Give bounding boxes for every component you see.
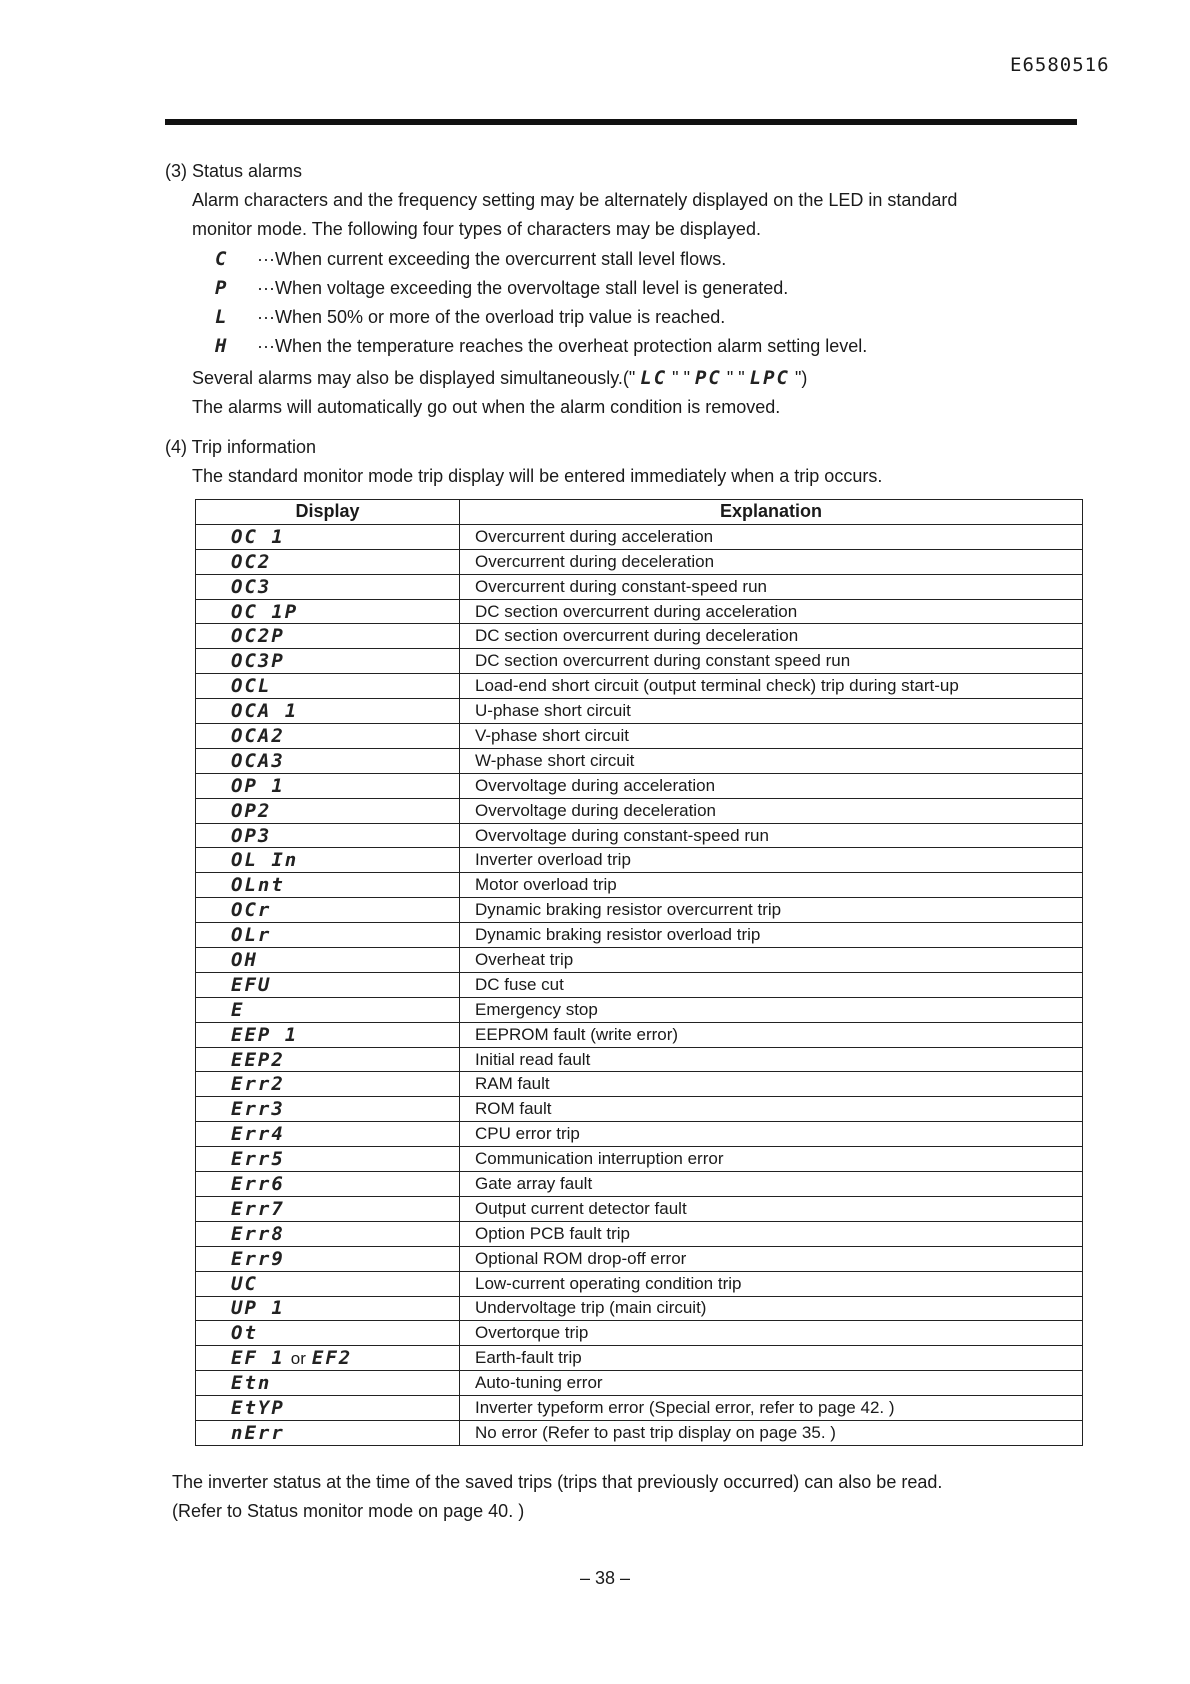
trip-display-cell — [196, 1022, 460, 1047]
combo-lpc: LPC — [749, 367, 790, 389]
trip-display-cell — [196, 624, 460, 649]
trip-code: Err6 — [231, 1172, 285, 1195]
alarm-code: L — [215, 306, 229, 328]
several-alarms-line — [192, 364, 807, 393]
trip-display-cell — [196, 997, 460, 1022]
table-row — [196, 1147, 1083, 1172]
page-number: – 38 – — [580, 1568, 631, 1588]
trip-code: EFU — [231, 973, 272, 996]
table-row — [196, 1196, 1083, 1221]
table-row — [196, 1321, 1083, 1346]
alarm-text: ···When voltage exceeding the overvoltage stall level is generated. — [257, 278, 789, 298]
trip-display-cell — [196, 948, 460, 973]
trip-display-cell — [196, 649, 460, 674]
trip-display-cell — [196, 1122, 460, 1147]
alarm-text: ···When 50% or more of the overload trip value is reached. — [257, 307, 726, 327]
trip-display-cell — [196, 1420, 460, 1445]
trip-code: OC 1P — [231, 600, 299, 623]
trip-explanation: Undervoltage trip (main circuit) — [460, 1296, 1083, 1321]
status-intro-line-1: Alarm characters and the frequency setting may be alternately displayed on the LED in standard — [192, 190, 958, 210]
header-rule — [165, 119, 1077, 125]
alarm-item-overload — [215, 306, 725, 328]
table-row — [196, 1371, 1083, 1396]
table-row — [196, 1122, 1083, 1147]
trip-display-cell — [196, 1147, 460, 1172]
trip-code: Err3 — [231, 1098, 285, 1121]
table-row — [196, 848, 1083, 873]
trip-explanation: Motor overload trip — [460, 873, 1083, 898]
table-row — [196, 524, 1083, 549]
trip-display-cell — [196, 724, 460, 749]
trip-display-cell — [196, 1097, 460, 1122]
trip-code: Err7 — [231, 1197, 285, 1220]
trip-table — [195, 499, 1083, 1446]
table-row — [196, 549, 1083, 574]
trip-display-cell — [196, 599, 460, 624]
trip-display-cell — [196, 1271, 460, 1296]
trip-explanation: Option PCB fault trip — [460, 1221, 1083, 1246]
trip-explanation: Overtorque trip — [460, 1321, 1083, 1346]
trip-display-cell — [196, 848, 460, 873]
trip-code: OP3 — [231, 824, 272, 847]
trip-explanation: W-phase short circuit — [460, 748, 1083, 773]
trip-display-cell — [196, 1196, 460, 1221]
trip-code: nErr — [231, 1421, 285, 1444]
table-row — [196, 948, 1083, 973]
trip-display-cell — [196, 1047, 460, 1072]
trip-explanation: EEPROM fault (write error) — [460, 1022, 1083, 1047]
table-row — [196, 599, 1083, 624]
trip-display-cell — [196, 1371, 460, 1396]
several-prefix: Several alarms may also be displayed simultaneously.(" — [192, 368, 636, 388]
trip-explanation: RAM fault — [460, 1072, 1083, 1097]
trip-info-intro: The standard monitor mode trip display will be entered immediately when a trip occurs. — [192, 466, 883, 486]
trip-explanation: DC section overcurrent during constant speed run — [460, 649, 1083, 674]
trip-code: EtYP — [231, 1397, 285, 1419]
trip-explanation: Dynamic braking resistor overcurrent trip — [460, 898, 1083, 923]
or-connector: or — [290, 1349, 306, 1369]
trip-code: EEP 1 — [231, 1023, 299, 1046]
document-code: E6580516 — [1010, 54, 1110, 76]
trip-explanation: Overcurrent during constant-speed run — [460, 574, 1083, 599]
trip-explanation: Optional ROM drop-off error — [460, 1246, 1083, 1271]
trip-code: EEP2 — [231, 1048, 285, 1071]
trip-explanation: Dynamic braking resistor overload trip — [460, 923, 1083, 948]
trip-table-body — [196, 524, 1083, 1445]
table-row — [196, 873, 1083, 898]
trip-code: Err4 — [231, 1123, 285, 1146]
trip-explanation: Low-current operating condition trip — [460, 1271, 1083, 1296]
trip-display-cell — [196, 1172, 460, 1197]
trip-display-cell — [196, 873, 460, 898]
table-row — [196, 1420, 1083, 1445]
trip-explanation: Overvoltage during acceleration — [460, 773, 1083, 798]
trip-code: EF 1 — [231, 1347, 285, 1370]
trip-code: OCA2 — [231, 724, 285, 747]
trip-explanation: V-phase short circuit — [460, 724, 1083, 749]
alarm-text: ···When current exceeding the overcurrent stall level flows. — [257, 249, 727, 269]
trip-explanation: Inverter overload trip — [460, 848, 1083, 873]
alarm-item-overheat — [215, 335, 867, 357]
table-row — [196, 624, 1083, 649]
table-row — [196, 1246, 1083, 1271]
trip-code: OCL — [231, 675, 272, 698]
trip-display-cell — [196, 923, 460, 948]
table-row — [196, 724, 1083, 749]
table-row — [196, 798, 1083, 823]
table-row — [196, 972, 1083, 997]
trip-explanation: ROM fault — [460, 1097, 1083, 1122]
trip-explanation: Gate array fault — [460, 1172, 1083, 1197]
trip-explanation: U-phase short circuit — [460, 699, 1083, 724]
trip-explanation: No error (Refer to past trip display on page 35. ) — [460, 1420, 1083, 1445]
table-row — [196, 1047, 1083, 1072]
table-row — [196, 1271, 1083, 1296]
trip-display-cell — [196, 823, 460, 848]
trip-explanation: Load-end short circuit (output terminal check) trip during start-up — [460, 674, 1083, 699]
alarm-item-overvoltage — [215, 277, 788, 299]
trip-code: OC2P — [231, 625, 285, 648]
trip-explanation: Output current detector fault — [460, 1196, 1083, 1221]
table-row — [196, 823, 1083, 848]
trip-code: OL In — [231, 849, 299, 872]
combo-lc: LC — [640, 367, 668, 389]
trip-code: OLnt — [231, 874, 285, 897]
status-intro-line-2: monitor mode. The following four types of characters may be displayed. — [192, 219, 761, 239]
several-suffix: ") — [795, 368, 808, 388]
alarm-text: ···When the temperature reaches the overheat protection alarm setting level. — [257, 336, 868, 356]
trip-display-cell — [196, 898, 460, 923]
trip-code: E — [231, 998, 245, 1021]
trip-explanation: DC fuse cut — [460, 972, 1083, 997]
table-row — [196, 1221, 1083, 1246]
trip-explanation: Overcurrent during acceleration — [460, 524, 1083, 549]
trip-code: OH — [231, 948, 258, 971]
trip-display-cell — [196, 773, 460, 798]
trip-code: OP2 — [231, 799, 272, 822]
alarm-code: P — [215, 277, 229, 299]
trip-explanation: Communication interruption error — [460, 1147, 1083, 1172]
table-row — [196, 1396, 1083, 1421]
trip-code: Err8 — [231, 1222, 285, 1245]
trip-code: OC3 — [231, 575, 272, 598]
trip-explanation: Overcurrent during deceleration — [460, 549, 1083, 574]
table-row — [196, 997, 1083, 1022]
trip-explanation: DC section overcurrent during acceleration — [460, 599, 1083, 624]
trip-code: Err9 — [231, 1247, 285, 1270]
table-row — [196, 748, 1083, 773]
trip-explanation: Overvoltage during constant-speed run — [460, 823, 1083, 848]
footer-line-2: (Refer to Status monitor mode on page 40. ) — [172, 1501, 525, 1521]
footer-line-1: The inverter status at the time of the saved trips (trips that previously occurred) can also be read. — [172, 1472, 943, 1492]
trip-code: UC — [231, 1272, 258, 1295]
quote-separator: " " — [672, 368, 690, 388]
trip-code: UP 1 — [231, 1297, 285, 1320]
alarm-item-overcurrent — [215, 248, 726, 270]
trip-explanation: Earth-fault trip — [460, 1346, 1083, 1371]
trip-code: OCA3 — [231, 749, 285, 772]
alarm-code: C — [215, 248, 229, 270]
trip-display-cell — [196, 1072, 460, 1097]
table-row — [196, 898, 1083, 923]
trip-display-cell — [196, 549, 460, 574]
table-row — [196, 923, 1083, 948]
trip-explanation: CPU error trip — [460, 1122, 1083, 1147]
trip-display-cell — [196, 1346, 460, 1371]
trip-explanation: Initial read fault — [460, 1047, 1083, 1072]
status-alarms-heading: (3) Status alarms — [165, 161, 303, 181]
table-row — [196, 699, 1083, 724]
table-row — [196, 649, 1083, 674]
trip-code: Etn — [231, 1372, 272, 1395]
table-row — [196, 1172, 1083, 1197]
table-row — [196, 574, 1083, 599]
table-row — [196, 1022, 1083, 1047]
trip-code: OC 1 — [231, 525, 285, 548]
table-row — [196, 1072, 1083, 1097]
trip-code: Err5 — [231, 1148, 285, 1171]
trip-display-cell — [196, 748, 460, 773]
trip-display-cell — [196, 574, 460, 599]
trip-code-alt: EF2 — [311, 1347, 353, 1370]
trip-explanation: DC section overcurrent during deceleration — [460, 624, 1083, 649]
trip-code: OC3P — [231, 650, 285, 673]
quote-separator: " " — [726, 368, 745, 388]
trip-code: OC2 — [231, 550, 272, 573]
trip-display-cell — [196, 674, 460, 699]
table-row — [196, 1097, 1083, 1122]
table-header-row — [196, 500, 1083, 525]
trip-code: OCA 1 — [231, 700, 299, 723]
trip-display-cell — [196, 524, 460, 549]
trip-explanation: Overvoltage during deceleration — [460, 798, 1083, 823]
trip-code: Ot — [231, 1322, 258, 1345]
combo-pc: PC — [694, 367, 722, 389]
trip-display-cell — [196, 1296, 460, 1321]
trip-display-cell — [196, 972, 460, 997]
trip-info-heading: (4) Trip information — [165, 437, 317, 457]
trip-explanation: Inverter typeform error (Special error, refer to page 42. ) — [460, 1396, 1083, 1421]
trip-display-cell — [196, 1321, 460, 1346]
trip-display-cell — [196, 1396, 460, 1421]
trip-display-cell — [196, 1221, 460, 1246]
column-header-display: Display — [196, 500, 460, 525]
trip-display-cell — [196, 1246, 460, 1271]
alarm-code: H — [215, 335, 229, 357]
alarms-out-line: The alarms will automatically go out when the alarm condition is removed. — [192, 397, 781, 417]
trip-explanation: Overheat trip — [460, 948, 1083, 973]
trip-explanation: Emergency stop — [460, 997, 1083, 1022]
trip-code: OP 1 — [231, 774, 285, 797]
trip-explanation: Auto-tuning error — [460, 1371, 1083, 1396]
table-row — [196, 1296, 1083, 1321]
trip-code: OLr — [231, 924, 272, 947]
table-row — [196, 773, 1083, 798]
trip-display-cell — [196, 798, 460, 823]
trip-code: OCr — [231, 899, 272, 922]
column-header-explanation: Explanation — [460, 500, 1083, 525]
trip-display-cell — [196, 699, 460, 724]
table-row — [196, 1346, 1083, 1371]
table-row — [196, 674, 1083, 699]
trip-code: Err2 — [231, 1073, 285, 1096]
